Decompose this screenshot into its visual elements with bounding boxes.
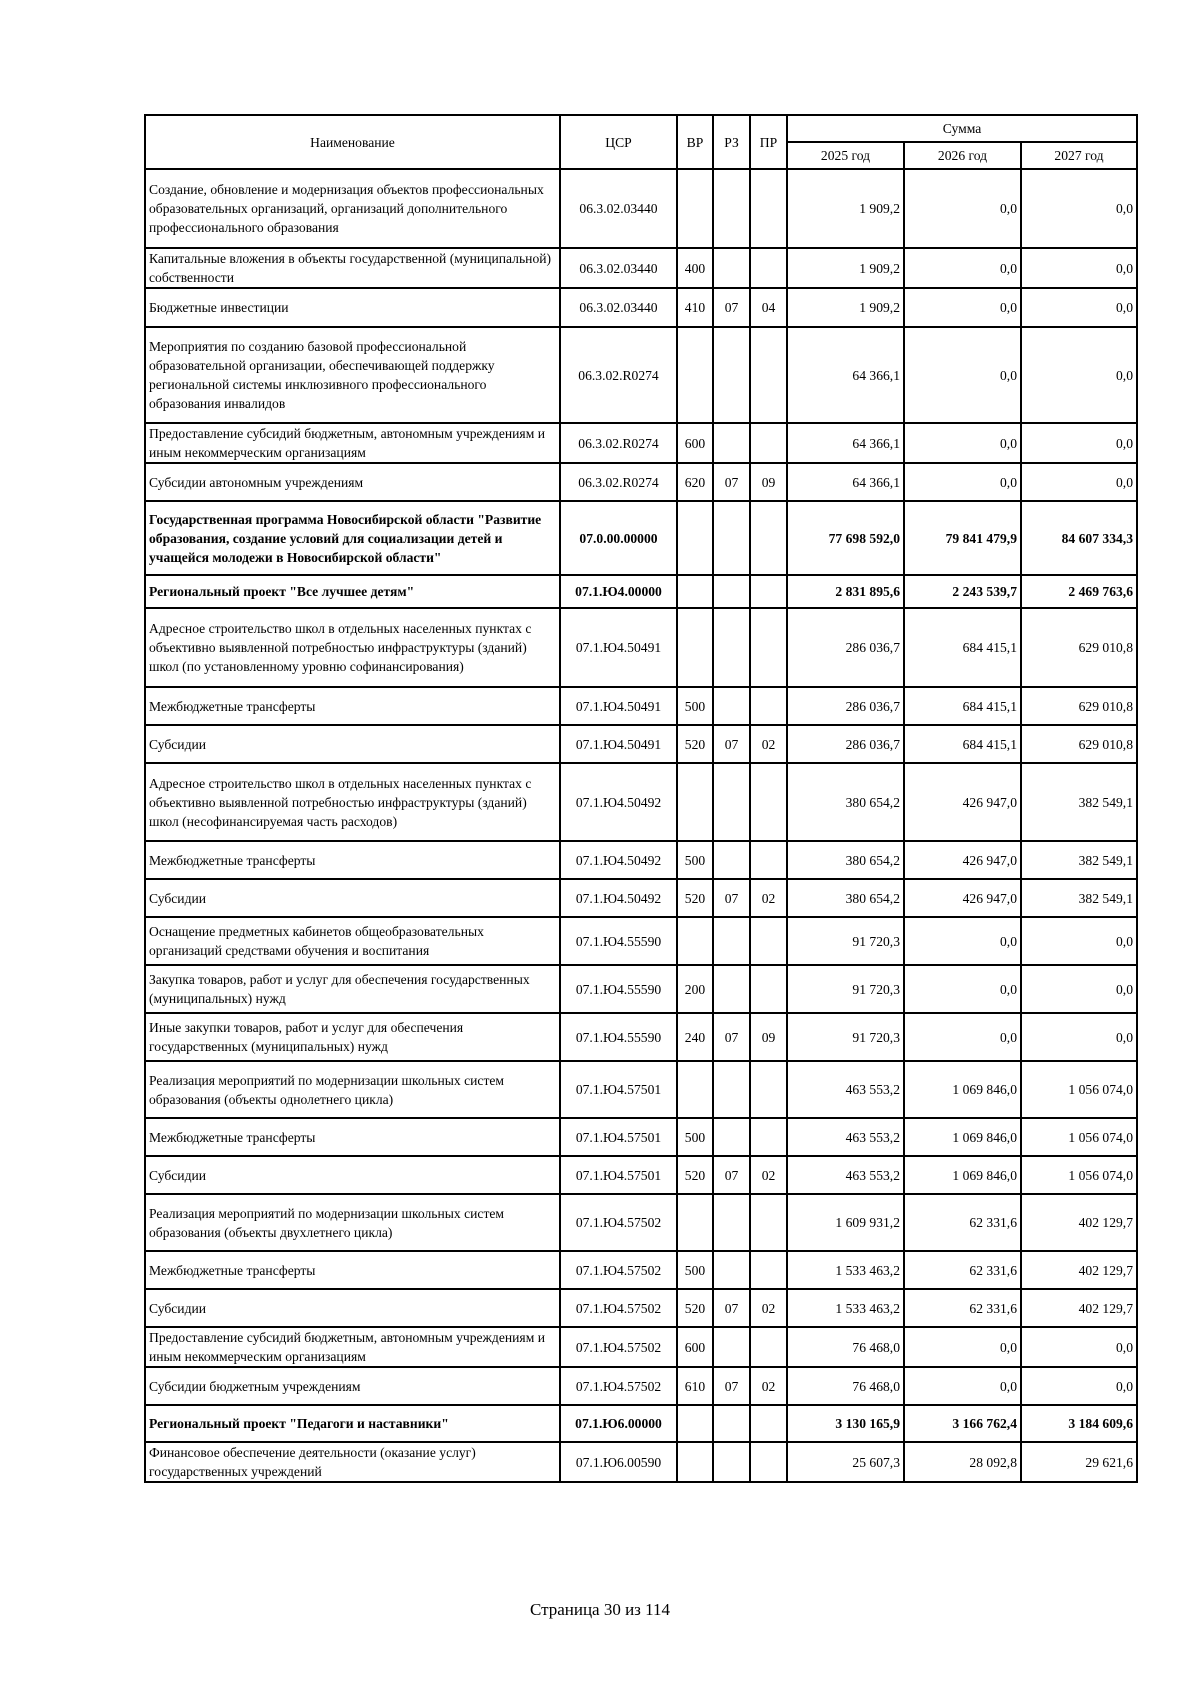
- row-sum-2027: 0,0: [1021, 1327, 1137, 1367]
- row-pr: [750, 1061, 787, 1118]
- row-pr: 09: [750, 1013, 787, 1061]
- row-sum-2026: 62 331,6: [904, 1251, 1021, 1289]
- row-vr: 500: [677, 687, 713, 725]
- row-sum-2026: 28 092,8: [904, 1442, 1021, 1482]
- row-sum-2026: 0,0: [904, 917, 1021, 965]
- row-sum-2026: 0,0: [904, 288, 1021, 327]
- row-csr: 07.1.Ю4.50492: [560, 763, 677, 841]
- row-sum-2027: 382 549,1: [1021, 879, 1137, 917]
- row-rz: 07: [713, 879, 750, 917]
- row-csr: 06.3.02.R0274: [560, 463, 677, 501]
- row-csr: 07.1.Ю4.55590: [560, 965, 677, 1013]
- row-pr: 02: [750, 879, 787, 917]
- row-pr: 09: [750, 463, 787, 501]
- row-pr: [750, 687, 787, 725]
- table-row: [145, 1442, 1137, 1482]
- row-pr: [750, 169, 787, 248]
- row-name: Субсидии: [145, 1289, 560, 1327]
- row-sum-2027: 0,0: [1021, 423, 1137, 463]
- row-vr: 200: [677, 965, 713, 1013]
- row-sum-2025: 1 909,2: [787, 248, 904, 288]
- row-rz: 07: [713, 725, 750, 763]
- header-year-2026: 2026 год: [904, 142, 1021, 169]
- row-sum-2026: 0,0: [904, 1013, 1021, 1061]
- row-vr: [677, 327, 713, 423]
- row-sum-2025: 64 366,1: [787, 327, 904, 423]
- row-pr: [750, 841, 787, 879]
- row-sum-2025: 463 553,2: [787, 1118, 904, 1156]
- row-rz: 07: [713, 1367, 750, 1405]
- table-header: [145, 115, 1137, 169]
- row-csr: 07.1.Ю4.50491: [560, 608, 677, 687]
- row-sum-2025: 463 553,2: [787, 1061, 904, 1118]
- table-row: [145, 1013, 1137, 1061]
- row-csr: 07.1.Ю4.50492: [560, 841, 677, 879]
- row-name: Межбюджетные трансферты: [145, 687, 560, 725]
- row-csr: 07.1.Ю4.50491: [560, 725, 677, 763]
- row-sum-2027: 0,0: [1021, 248, 1137, 288]
- row-csr: 07.1.Ю4.57501: [560, 1118, 677, 1156]
- row-name: Бюджетные инвестиции: [145, 288, 560, 327]
- table-row: [145, 327, 1137, 423]
- table-row: [145, 501, 1137, 575]
- row-pr: [750, 1327, 787, 1367]
- row-pr: 02: [750, 1156, 787, 1194]
- row-pr: [750, 575, 787, 608]
- row-csr: 07.1.Ю4.57502: [560, 1367, 677, 1405]
- row-sum-2025: 76 468,0: [787, 1327, 904, 1367]
- row-sum-2025: 25 607,3: [787, 1442, 904, 1482]
- row-sum-2025: 1 909,2: [787, 169, 904, 248]
- row-vr: 610: [677, 1367, 713, 1405]
- row-vr: [677, 1405, 713, 1442]
- row-sum-2026: 0,0: [904, 1367, 1021, 1405]
- row-vr: 620: [677, 463, 713, 501]
- row-rz: [713, 917, 750, 965]
- row-pr: [750, 248, 787, 288]
- row-vr: 240: [677, 1013, 713, 1061]
- row-name: Адресное строительство школ в отдельных населенных пунктах с объективно выявленной потребностью инфраструктуры (зданий) школ (по установленному уровню софинансирования): [145, 608, 560, 687]
- row-sum-2026: 0,0: [904, 463, 1021, 501]
- table-row: [145, 763, 1137, 841]
- table-row: [145, 917, 1137, 965]
- row-sum-2025: 91 720,3: [787, 917, 904, 965]
- row-rz: [713, 1061, 750, 1118]
- row-pr: [750, 763, 787, 841]
- row-name: Создание, обновление и модернизация объектов профессиональных образовательных организаций, организаций дополнительного профессионального образования: [145, 169, 560, 248]
- row-name: Предоставление субсидий бюджетным, автономным учреждениям и иным некоммерческим организациям: [145, 423, 560, 463]
- row-sum-2027: 0,0: [1021, 463, 1137, 501]
- row-vr: 500: [677, 1118, 713, 1156]
- row-rz: 07: [713, 1156, 750, 1194]
- header-sum: Сумма: [787, 115, 1137, 142]
- row-csr: 07.1.Ю4.50492: [560, 879, 677, 917]
- row-name: Межбюджетные трансферты: [145, 841, 560, 879]
- table-row: [145, 725, 1137, 763]
- row-vr: [677, 575, 713, 608]
- row-sum-2026: 0,0: [904, 248, 1021, 288]
- row-sum-2025: 64 366,1: [787, 463, 904, 501]
- row-sum-2026: 3 166 762,4: [904, 1405, 1021, 1442]
- row-csr: 07.0.00.00000: [560, 501, 677, 575]
- row-rz: [713, 1405, 750, 1442]
- row-vr: 600: [677, 1327, 713, 1367]
- table-row: [145, 1327, 1137, 1367]
- header-vr: ВР: [677, 115, 713, 169]
- row-vr: [677, 501, 713, 575]
- row-rz: [713, 1118, 750, 1156]
- row-csr: 07.1.Ю6.00590: [560, 1442, 677, 1482]
- row-name: Региональный проект "Все лучшее детям": [145, 575, 560, 608]
- row-name: Иные закупки товаров, работ и услуг для обеспечения государственных (муниципальных) нужд: [145, 1013, 560, 1061]
- row-sum-2026: 0,0: [904, 1327, 1021, 1367]
- row-vr: 520: [677, 1156, 713, 1194]
- row-sum-2025: 463 553,2: [787, 1156, 904, 1194]
- row-rz: [713, 687, 750, 725]
- row-sum-2025: 1 533 463,2: [787, 1289, 904, 1327]
- row-vr: [677, 1061, 713, 1118]
- row-sum-2026: 62 331,6: [904, 1289, 1021, 1327]
- row-sum-2027: 0,0: [1021, 1367, 1137, 1405]
- row-name: Финансовое обеспечение деятельности (оказание услуг) государственных учреждений: [145, 1442, 560, 1482]
- row-rz: [713, 1194, 750, 1251]
- row-rz: [713, 608, 750, 687]
- row-sum-2026: 426 947,0: [904, 763, 1021, 841]
- table-row: [145, 1405, 1137, 1442]
- row-sum-2026: 0,0: [904, 327, 1021, 423]
- row-vr: [677, 169, 713, 248]
- row-sum-2026: 426 947,0: [904, 841, 1021, 879]
- row-sum-2025: 77 698 592,0: [787, 501, 904, 575]
- row-pr: [750, 327, 787, 423]
- row-pr: 04: [750, 288, 787, 327]
- row-sum-2026: 0,0: [904, 965, 1021, 1013]
- row-vr: [677, 917, 713, 965]
- row-name: Субсидии автономным учреждениям: [145, 463, 560, 501]
- row-rz: [713, 841, 750, 879]
- row-name: Государственная программа Новосибирской области "Развитие образования, создание условий для социализации детей и учащейся молодежи в Новосибирской области": [145, 501, 560, 575]
- row-pr: [750, 1405, 787, 1442]
- row-sum-2027: 629 010,8: [1021, 687, 1137, 725]
- row-rz: [713, 575, 750, 608]
- row-sum-2027: 1 056 074,0: [1021, 1156, 1137, 1194]
- table-row: [145, 248, 1137, 288]
- row-csr: 06.3.02.03440: [560, 169, 677, 248]
- row-vr: 500: [677, 1251, 713, 1289]
- row-sum-2025: 286 036,7: [787, 687, 904, 725]
- row-sum-2027: 402 129,7: [1021, 1289, 1137, 1327]
- row-sum-2026: 79 841 479,9: [904, 501, 1021, 575]
- row-pr: [750, 1118, 787, 1156]
- table-row: [145, 965, 1137, 1013]
- row-pr: 02: [750, 725, 787, 763]
- row-vr: 500: [677, 841, 713, 879]
- row-sum-2025: 76 468,0: [787, 1367, 904, 1405]
- row-vr: 520: [677, 1289, 713, 1327]
- row-sum-2027: 1 056 074,0: [1021, 1118, 1137, 1156]
- row-csr: 07.1.Ю6.00000: [560, 1405, 677, 1442]
- header-year-2025: 2025 год: [787, 142, 904, 169]
- row-sum-2025: 91 720,3: [787, 965, 904, 1013]
- row-pr: 02: [750, 1289, 787, 1327]
- row-vr: 600: [677, 423, 713, 463]
- row-sum-2026: 0,0: [904, 423, 1021, 463]
- row-pr: [750, 423, 787, 463]
- row-name: Региональный проект "Педагоги и наставники": [145, 1405, 560, 1442]
- row-sum-2026: 1 069 846,0: [904, 1061, 1021, 1118]
- row-name: Субсидии: [145, 879, 560, 917]
- row-pr: [750, 965, 787, 1013]
- row-name: Субсидии: [145, 725, 560, 763]
- row-vr: 520: [677, 879, 713, 917]
- row-csr: 07.1.Ю4.55590: [560, 1013, 677, 1061]
- row-sum-2027: 402 129,7: [1021, 1251, 1137, 1289]
- header-rz: РЗ: [713, 115, 750, 169]
- row-sum-2026: 2 243 539,7: [904, 575, 1021, 608]
- row-csr: 06.3.02.R0274: [560, 423, 677, 463]
- row-csr: 07.1.Ю4.57502: [560, 1289, 677, 1327]
- table-row: [145, 1367, 1137, 1405]
- row-sum-2025: 91 720,3: [787, 1013, 904, 1061]
- row-pr: [750, 917, 787, 965]
- row-vr: 410: [677, 288, 713, 327]
- row-sum-2026: 684 415,1: [904, 725, 1021, 763]
- row-sum-2025: 380 654,2: [787, 841, 904, 879]
- table-body: [145, 169, 1137, 1482]
- budget-table: [144, 114, 1138, 1483]
- row-sum-2025: 286 036,7: [787, 725, 904, 763]
- row-rz: [713, 423, 750, 463]
- row-csr: 06.3.02.03440: [560, 288, 677, 327]
- row-vr: [677, 1442, 713, 1482]
- row-csr: 07.1.Ю4.57501: [560, 1156, 677, 1194]
- table-row: [145, 1118, 1137, 1156]
- row-sum-2025: 2 831 895,6: [787, 575, 904, 608]
- row-csr: 07.1.Ю4.55590: [560, 917, 677, 965]
- table-row: [145, 575, 1137, 608]
- row-sum-2025: 1 533 463,2: [787, 1251, 904, 1289]
- table-row: [145, 1194, 1137, 1251]
- row-sum-2025: 3 130 165,9: [787, 1405, 904, 1442]
- row-sum-2027: 402 129,7: [1021, 1194, 1137, 1251]
- row-csr: 07.1.Ю4.50491: [560, 687, 677, 725]
- row-sum-2026: 0,0: [904, 169, 1021, 248]
- row-vr: [677, 1194, 713, 1251]
- row-sum-2026: 684 415,1: [904, 687, 1021, 725]
- row-name: Адресное строительство школ в отдельных населенных пунктах с объективно выявленной потребностью инфраструктуры (зданий) школ (несофинансируемая часть расходов): [145, 763, 560, 841]
- row-csr: 06.3.02.R0274: [560, 327, 677, 423]
- table-row: [145, 423, 1137, 463]
- row-sum-2027: 382 549,1: [1021, 841, 1137, 879]
- row-rz: [713, 763, 750, 841]
- row-rz: 07: [713, 288, 750, 327]
- row-rz: [713, 1327, 750, 1367]
- row-sum-2026: 426 947,0: [904, 879, 1021, 917]
- row-rz: 07: [713, 1289, 750, 1327]
- row-sum-2026: 62 331,6: [904, 1194, 1021, 1251]
- row-name: Субсидии: [145, 1156, 560, 1194]
- row-sum-2027: 2 469 763,6: [1021, 575, 1137, 608]
- row-vr: [677, 608, 713, 687]
- row-name: Реализация мероприятий по модернизации школьных систем образования (объекты двухлетнего цикла): [145, 1194, 560, 1251]
- row-rz: 07: [713, 1013, 750, 1061]
- table-row: [145, 1061, 1137, 1118]
- row-rz: [713, 1251, 750, 1289]
- table-row: [145, 1156, 1137, 1194]
- row-sum-2027: 0,0: [1021, 1013, 1137, 1061]
- row-pr: [750, 1442, 787, 1482]
- row-sum-2027: 0,0: [1021, 288, 1137, 327]
- header-name: Наименование: [145, 115, 560, 169]
- row-name: Закупка товаров, работ и услуг для обеспечения государственных (муниципальных) нужд: [145, 965, 560, 1013]
- row-sum-2026: 1 069 846,0: [904, 1118, 1021, 1156]
- row-name: Субсидии бюджетным учреждениям: [145, 1367, 560, 1405]
- row-csr: 07.1.Ю4.00000: [560, 575, 677, 608]
- row-name: Предоставление субсидий бюджетным, автономным учреждениям и иным некоммерческим организациям: [145, 1327, 560, 1367]
- row-sum-2025: 380 654,2: [787, 879, 904, 917]
- row-vr: 400: [677, 248, 713, 288]
- row-sum-2027: 3 184 609,6: [1021, 1405, 1137, 1442]
- table-row: [145, 687, 1137, 725]
- row-pr: [750, 1194, 787, 1251]
- table-row: [145, 879, 1137, 917]
- header-pr: ПР: [750, 115, 787, 169]
- row-sum-2027: 29 621,6: [1021, 1442, 1137, 1482]
- row-sum-2027: 0,0: [1021, 917, 1137, 965]
- row-rz: [713, 965, 750, 1013]
- table-row: [145, 1289, 1137, 1327]
- header-csr: ЦСР: [560, 115, 677, 169]
- row-sum-2027: 382 549,1: [1021, 763, 1137, 841]
- row-rz: 07: [713, 463, 750, 501]
- row-rz: [713, 501, 750, 575]
- row-csr: 07.1.Ю4.57502: [560, 1251, 677, 1289]
- page-number: Страница 30 из 114: [529, 1600, 671, 1619]
- row-rz: [713, 1442, 750, 1482]
- row-pr: [750, 1251, 787, 1289]
- row-name: Капитальные вложения в объекты государственной (муниципальной) собственности: [145, 248, 560, 288]
- row-sum-2027: 0,0: [1021, 169, 1137, 248]
- row-pr: [750, 608, 787, 687]
- row-sum-2026: 1 069 846,0: [904, 1156, 1021, 1194]
- row-name: Межбюджетные трансферты: [145, 1118, 560, 1156]
- row-sum-2027: 84 607 334,3: [1021, 501, 1137, 575]
- table-row: [145, 841, 1137, 879]
- row-name: Межбюджетные трансферты: [145, 1251, 560, 1289]
- row-vr: [677, 763, 713, 841]
- row-pr: [750, 501, 787, 575]
- table-row: [145, 288, 1137, 327]
- table-row: [145, 608, 1137, 687]
- row-sum-2025: 1 609 931,2: [787, 1194, 904, 1251]
- row-sum-2027: 629 010,8: [1021, 725, 1137, 763]
- row-pr: 02: [750, 1367, 787, 1405]
- row-csr: 07.1.Ю4.57502: [560, 1327, 677, 1367]
- row-sum-2025: 286 036,7: [787, 608, 904, 687]
- row-csr: 07.1.Ю4.57501: [560, 1061, 677, 1118]
- row-vr: 520: [677, 725, 713, 763]
- row-rz: [713, 248, 750, 288]
- row-sum-2027: 629 010,8: [1021, 608, 1137, 687]
- row-sum-2025: 380 654,2: [787, 763, 904, 841]
- row-name: Реализация мероприятий по модернизации школьных систем образования (объекты однолетнего цикла): [145, 1061, 560, 1118]
- table-row: [145, 1251, 1137, 1289]
- row-csr: 06.3.02.03440: [560, 248, 677, 288]
- row-sum-2027: 0,0: [1021, 965, 1137, 1013]
- row-sum-2026: 684 415,1: [904, 608, 1021, 687]
- row-sum-2025: 1 909,2: [787, 288, 904, 327]
- row-rz: [713, 327, 750, 423]
- row-csr: 07.1.Ю4.57502: [560, 1194, 677, 1251]
- header-year-2027: 2027 год: [1021, 142, 1137, 169]
- row-rz: [713, 169, 750, 248]
- table-row: [145, 463, 1137, 501]
- row-name: Мероприятия по созданию базовой профессиональной образовательной организации, обеспечивающей поддержку региональной системы инклюзивного профессионального образования инвалидов: [145, 327, 560, 423]
- row-sum-2027: 0,0: [1021, 327, 1137, 423]
- row-sum-2025: 64 366,1: [787, 423, 904, 463]
- row-name: Оснащение предметных кабинетов общеобразовательных организаций средствами обучения и воспитания: [145, 917, 560, 965]
- row-sum-2027: 1 056 074,0: [1021, 1061, 1137, 1118]
- table-row: [145, 169, 1137, 248]
